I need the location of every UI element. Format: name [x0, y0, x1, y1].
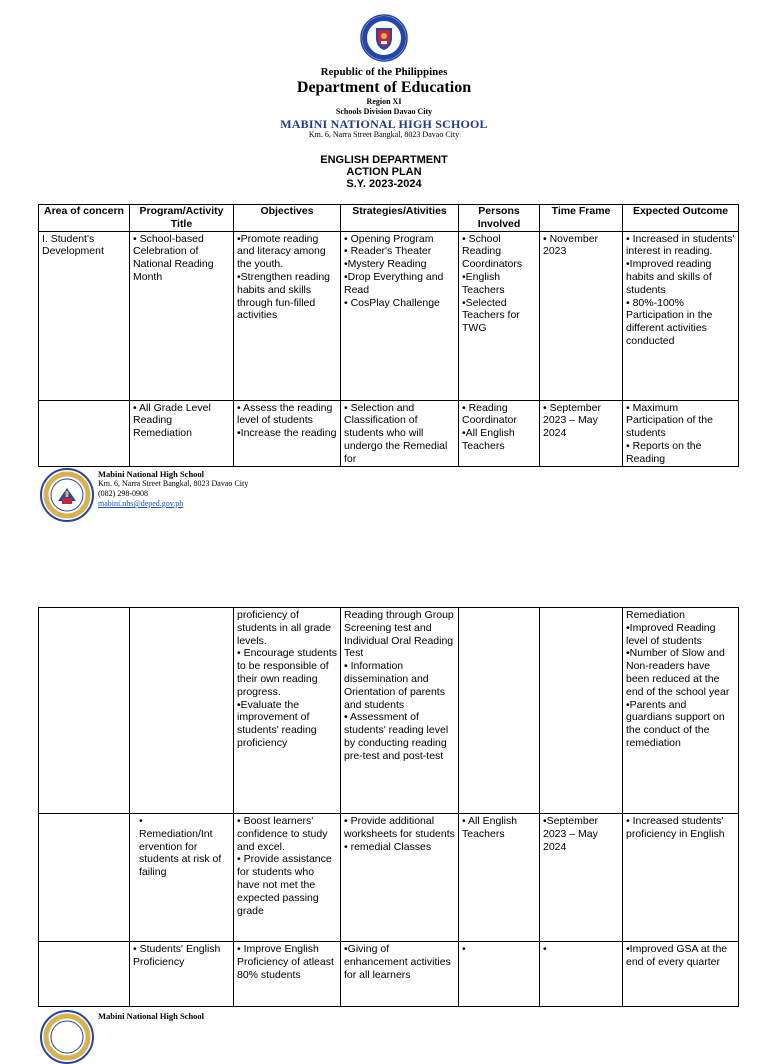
program-cell	[130, 814, 234, 942]
strategies-cell	[341, 608, 459, 814]
strategies-cell	[341, 231, 459, 400]
time-frame-cell	[540, 814, 623, 942]
cell-line: • Assessment of students' reading level by conducting reading pre-test and post-test	[344, 711, 449, 762]
persons-cell	[459, 231, 540, 400]
footer-email-link[interactable]: mabini.nhs@deped.gov.ph	[98, 499, 184, 508]
cell-line: Reading through Group Screening test and Individual Oral Reading Test	[344, 609, 454, 660]
column-header: Area of concern	[39, 205, 130, 232]
table-header-row	[39, 205, 739, 232]
column-header: Time Frame	[540, 205, 623, 232]
area-cell	[39, 608, 130, 814]
cell-line: • Improve English Proficiency of atleast 80% students	[237, 943, 334, 981]
cell-line: • Opening Program	[344, 232, 434, 245]
department-name: Department of Education	[296, 79, 472, 96]
cell-line: •Parents and guardians support on the conduct of the remediation	[626, 698, 725, 749]
cell-line: • Provide assistance for students who have not met the expected passing grade	[237, 853, 332, 917]
cell-line: • Maximum Participation of the students	[626, 401, 713, 440]
cell-line: • All English Teachers	[462, 815, 518, 840]
division-line: Schools Division Davao City	[335, 107, 433, 116]
school-address: Km. 6, Narra Street Bangkal, 8023 Davao City	[308, 130, 460, 139]
school-logo-icon	[40, 1010, 94, 1064]
column-header: Expected Outcome	[623, 205, 739, 232]
cell-line: • CosPlay Challenge	[344, 296, 440, 309]
area-cell	[39, 814, 130, 942]
footer-address: Km. 6, Narra Street Bangkal, 8023 Davao City	[98, 479, 249, 488]
area-cell	[39, 942, 130, 1007]
outcome-cell	[623, 608, 739, 814]
cell-line: •Number of Slow and Non-readers have been reduced at the end of the school year	[626, 647, 730, 698]
cell-line: • All Grade Level Reading Remediation	[133, 401, 211, 440]
time-frame-cell	[540, 231, 623, 400]
footer-school-name: Mabini National High School	[98, 1011, 205, 1021]
strategies-cell	[341, 814, 459, 942]
cell-line: •Promote reading and literacy among the youth.	[237, 232, 326, 271]
cell-line: • Reports on the Reading	[626, 439, 702, 465]
cell-line: • Reading Coordinator	[462, 401, 517, 427]
action-plan-table-page2	[38, 607, 739, 1007]
persons-cell	[459, 814, 540, 942]
program-cell	[130, 231, 234, 400]
column-header: Program/Activity Title	[130, 205, 234, 232]
area-cell	[39, 400, 130, 466]
outcome-cell	[623, 942, 739, 1007]
cell-line: • Encourage students to be responsible of their own reading progress.	[237, 647, 337, 698]
area-cell: I. Student's Development	[39, 231, 130, 400]
cell-line: • Boost learners' confidence to study and excel.	[237, 815, 328, 853]
document-title-department: ENGLISH DEPARTMENT	[320, 154, 448, 166]
table-row	[39, 814, 739, 942]
school-logo-icon	[40, 468, 94, 522]
table-row	[39, 231, 739, 400]
program-cell	[130, 608, 234, 814]
cell-line: •Improved Reading level of students	[626, 621, 716, 647]
persons-cell	[459, 942, 540, 1007]
cell-line: • Assess the reading level of students	[237, 401, 333, 427]
strategies-cell	[341, 400, 459, 466]
cell-line: •	[543, 943, 547, 955]
document-title-year: S.Y. 2023-2024	[346, 178, 422, 190]
action-plan-table-page1	[38, 204, 739, 467]
objectives-cell	[234, 814, 341, 942]
strategies-cell	[341, 942, 459, 1007]
table-row	[39, 400, 739, 466]
outcome-cell	[623, 231, 739, 400]
cell-line: •English Teachers	[462, 270, 505, 296]
objectives-cell	[234, 608, 341, 814]
cell-line: •Improved reading habits and skills of students	[626, 258, 712, 296]
republic-line: Republic of the Philippines	[320, 66, 448, 78]
footer-contact	[98, 1011, 204, 1021]
school-name: MABINI NATIONAL HIGH SCHOOL	[280, 117, 488, 131]
time-frame-cell	[540, 400, 623, 466]
cell-line: • September 2023 – May 2024	[543, 401, 601, 440]
cell-line: • 80%-100% Participation in the different activities conducted	[626, 296, 713, 347]
cell-line: • Students' English Proficiency	[133, 943, 221, 968]
cell-line: •Giving of enhancement activities for all learners	[344, 943, 451, 981]
footer-school-name: Mabini National High School	[98, 469, 205, 479]
column-header: Persons Involved	[459, 205, 540, 232]
cell-line: • Provide additional worksheets for students	[344, 815, 455, 840]
cell-line: • Increased in students' interest in reading.	[626, 232, 735, 258]
cell-line: •All English Teachers	[462, 427, 515, 452]
cell-line: • Selection and Classification of students who will undergo the Remedial for	[344, 401, 448, 465]
deped-seal-icon	[360, 14, 408, 62]
cell-line: Remediation	[626, 609, 685, 621]
cell-line: • School-based Celebration of National Reading Month	[133, 232, 214, 283]
cell-line: •Drop Everything and Read	[344, 270, 444, 296]
cell-line: • remedial Classes	[344, 840, 432, 853]
persons-cell	[459, 400, 540, 466]
objectives-cell	[234, 400, 341, 466]
cell-line: •Strengthen reading habits and skills through fun-filled activities	[237, 270, 330, 322]
document-title-plan: ACTION PLAN	[346, 166, 422, 178]
footer-contact	[98, 469, 248, 509]
cell-line: proficiency of students in all grade levels.	[237, 609, 331, 647]
time-frame-cell	[540, 942, 623, 1007]
program-cell	[130, 400, 234, 466]
region-line: Region XI	[366, 97, 402, 106]
cell-line: •Evaluate the improvement of students' reading proficiency	[237, 698, 317, 749]
cell-line: •Mystery Reading	[344, 258, 427, 271]
table-row	[39, 608, 739, 814]
cell-line: •	[139, 815, 143, 827]
cell-line: •Improved GSA at the end of every quarter	[626, 943, 728, 968]
table-row	[39, 942, 739, 1007]
cell-line: • November 2023	[543, 232, 599, 258]
persons-cell	[459, 608, 540, 814]
outcome-cell	[623, 400, 739, 466]
column-header: Strategies/Ativities	[341, 205, 459, 232]
cell-line: •Increase the reading	[237, 427, 337, 440]
cell-line: • School Reading Coordinators	[462, 232, 523, 271]
cell-line: • Information dissemination and Orientation of parents and students	[344, 660, 445, 711]
cell-line: •September 2023 – May 2024	[543, 815, 599, 853]
program-cell	[130, 942, 234, 1007]
footer-phone: (082) 298-0908	[98, 489, 148, 498]
cell-line: Remediation/Int ervention for students at risk of failing	[139, 827, 222, 879]
objectives-cell	[234, 942, 341, 1007]
outcome-cell	[623, 814, 739, 942]
cell-line: •	[462, 943, 466, 955]
cell-line: • Increased students' proficiency in English	[626, 815, 725, 840]
column-header: Objectives	[234, 205, 341, 232]
cell-line: •Selected Teachers for TWG	[462, 296, 520, 335]
time-frame-cell	[540, 608, 623, 814]
cell-line: • Reader's Theater	[344, 245, 432, 258]
objectives-cell	[234, 231, 341, 400]
